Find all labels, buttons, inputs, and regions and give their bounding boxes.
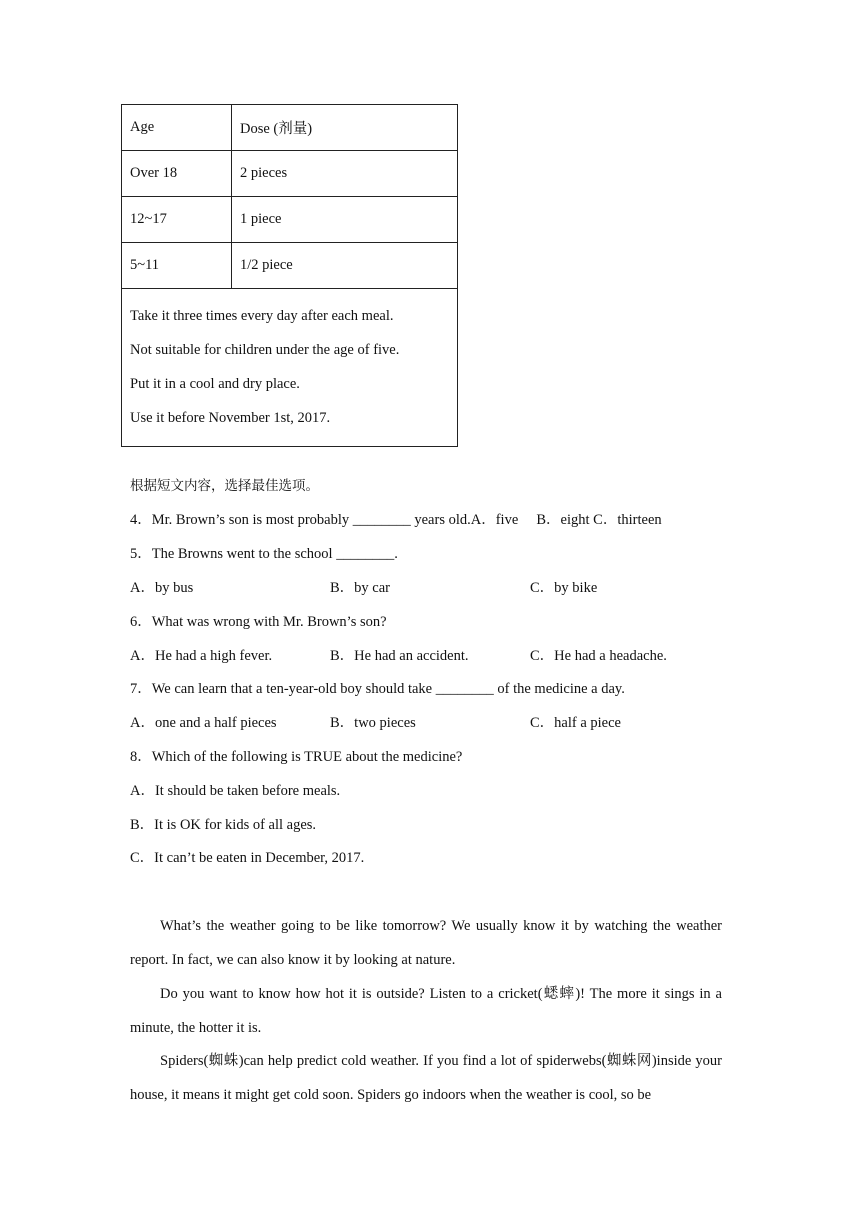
passage-paragraph: Spiders(蜘蛛)can help predict cold weather. If you find a lot of spiderwebs(蜘蛛网)inside your house, it means it might get cold soon. Spiders go indoors when the weather is cool, so be (130, 1053, 722, 1103)
age-cell: 5~11 (122, 243, 232, 289)
note-line: Put it in a cool and dry place. (130, 376, 300, 392)
passage-paragraph: Do you want to know how hot it is outside? Listen to a cricket(蟋蟀)! The more it sings in a minute, the hotter it is. (130, 986, 722, 1036)
question-6-stem: 6．What was wrong with Mr. Brown’s son? (130, 614, 387, 630)
question-5-stem: 5．The Browns went to the school ________. (130, 546, 398, 562)
note-line: Use it before November 1st, 2017. (130, 410, 331, 426)
question-4: 4．Mr. Brown’s son is most probably ________ years old.A．five B．eight C．thirteen (130, 512, 662, 528)
question-6-option-c: C．He had a headache. (530, 648, 667, 664)
note-line: Take it three times every day after each meal. (130, 308, 394, 324)
table-row (122, 197, 458, 243)
question-8-option-b: B．It is OK for kids of all ages. (130, 817, 317, 833)
dose-cell: 1/2 piece (232, 243, 458, 289)
header-dose: Dose (剂量) (232, 105, 458, 151)
question-6-option-a: A．He had a high fever. (130, 648, 273, 664)
question-7-stem: 7．We can learn that a ten-year-old boy should take ________ of the medicine a day. (130, 681, 625, 697)
question-5-option-b: B．by car (330, 580, 390, 596)
question-7-option-b: B．two pieces (330, 715, 416, 731)
question-8-option-a: A．It should be taken before meals. (130, 783, 341, 799)
table-header-row (122, 105, 458, 151)
table-row (122, 243, 458, 289)
header-age: Age (122, 105, 232, 151)
dose-cell: 2 pieces (232, 151, 458, 197)
passage-paragraph: What’s the weather going to be like tomorrow? We usually know it by watching the weather report. In fact, we can also know it by looking at nature. (130, 918, 722, 968)
instruction: 根据短文内容，选择最佳选项。 (130, 478, 319, 494)
question-5-option-a: A．by bus (130, 580, 194, 596)
table-row (122, 151, 458, 197)
question-8-option-c: C．It can’t be eaten in December, 2017. (130, 850, 365, 866)
dose-cell: 1 piece (232, 197, 458, 243)
notes-cell (122, 289, 458, 447)
question-7-option-a: A．one and a half pieces (130, 715, 277, 731)
age-cell: 12~17 (122, 197, 232, 243)
question-5-option-c: C．by bike (530, 580, 598, 596)
question-8-stem: 8．Which of the following is TRUE about the medicine? (130, 749, 463, 765)
question-6-option-b: B．He had an accident. (330, 648, 469, 664)
note-line: Not suitable for children under the age of five. (130, 342, 400, 358)
age-cell: Over 18 (122, 151, 232, 197)
dose-table (121, 104, 458, 447)
notes-row (122, 289, 458, 447)
question-7-option-c: C．half a piece (530, 715, 621, 731)
